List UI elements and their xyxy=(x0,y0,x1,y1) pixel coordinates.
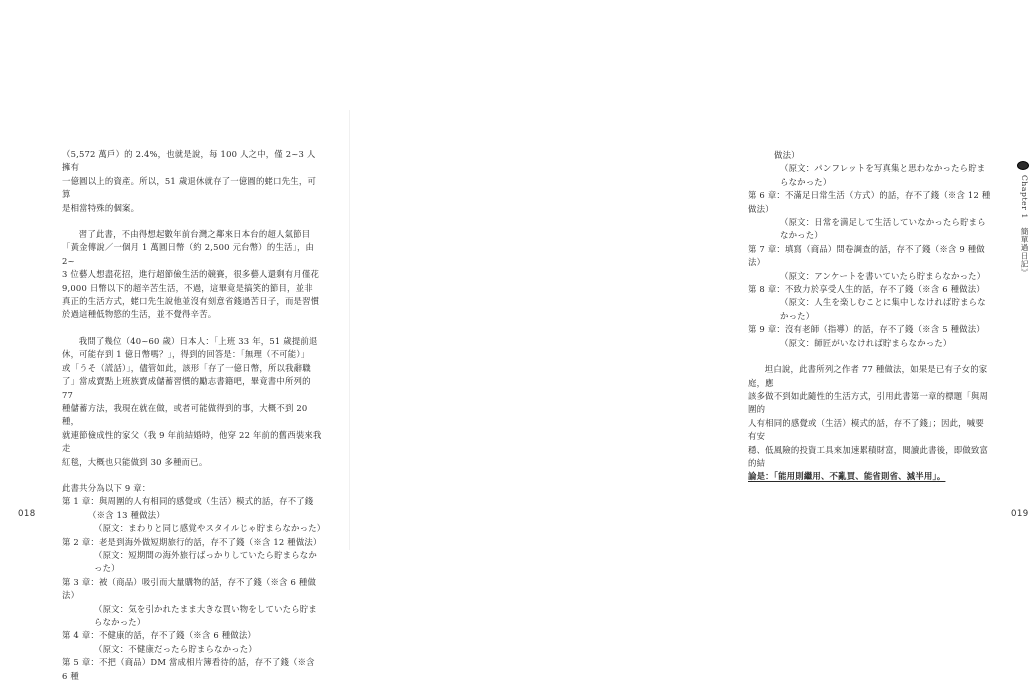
body-line: 真正的生活方式，蛯口先生說他並沒有刻意省錢過苦日子，而是習慣 xyxy=(62,296,320,307)
conclusion-text: 論是：「能用則繼用、不亂買、能省則省、減半用」。 xyxy=(748,471,946,482)
body-line: 9,000 日幣以下的超辛苦生活，不過，這畢竟是搞笑的節目，並非 xyxy=(62,282,313,293)
chapter-list-item: 第 1 章：與周圍的人有相同的感覺或（生活）模式的話，存不了錢 xyxy=(62,496,314,507)
running-head xyxy=(1017,161,1029,281)
body-line: （5,572 萬戶）的 2.4%，也就是說，每 100 人之中，僅 2~3 人擁有 xyxy=(62,149,316,173)
chapter-list-item: 第 8 章：不致力於享受人生的話，存不了錢（※含 6 種做法） xyxy=(748,284,985,295)
body-line: 「黃金傳說／一個月 1 萬圓日幣（約 2,500 元台幣）的生活」，由 2~ xyxy=(62,242,315,266)
body-line: 該多做不到如此隨性的生活方式，引用此書第一章的標題「與周圍的 xyxy=(748,390,989,415)
chapter-list-original: （原文：まわりと同じ感覚やスタイルじゃ貯まらなかった） xyxy=(94,523,326,534)
chapter-list-item: 第 6 章：不滿足日常生活（方式）的話，存不了錢（※含 12 種做法） xyxy=(748,190,991,214)
body-line: 或「うそ（謊話）」，儘管如此，該形「存了一億日幣，所以我辭職 xyxy=(62,362,311,373)
chapter-list-original: （原文：師匠がいなければ貯まらなかった） xyxy=(780,337,952,348)
body-line: 紅毯，大概也只能做到 30 多種而已。 xyxy=(62,456,208,467)
body-line: 於過這種低物慾的生活，並不覺得辛苦。 xyxy=(62,309,217,320)
chapter-list-original: （原文：人生を楽しむことに集中しなければ貯まらなかった） xyxy=(780,297,986,321)
chapter-badge-icon xyxy=(1017,161,1029,170)
chapter-list-original: （原文：日常を満足して生活していなかったら貯まらなかった） xyxy=(780,217,986,241)
body-line: 是相當特殊的個案。 xyxy=(62,202,140,213)
body-line: 一億圓以上的資產。所以，51 歲退休就存了一億圓的蛯口先生，可算 xyxy=(62,175,317,200)
body-line: 了」當成賣點上班族賣成儲蓄習慣的勵志書籍吧，畢竟書中所列的 77 xyxy=(62,376,311,400)
body-line: 種儲蓄方法，我現在就在做，或者可能做得到的事，大概不到 20 種， xyxy=(62,402,308,427)
chapter-list-item: 第 9 章：沒有老師（指導）的話，存不了錢（※含 5 種做法） xyxy=(748,324,985,335)
chapter-list-original: （原文：パンフレットを写真集と思わなかったら貯まらなかった） xyxy=(780,163,986,187)
chapter-list-original: （原文：気を引かれたまま大きな買い物をしていたら貯まらなかった） xyxy=(94,603,317,627)
chapter-list-original: （原文：短期間の海外旅行ばっかりしていたら貯まらなかった） xyxy=(94,549,317,574)
chapter-list-item: 第 5 章：不把（商品）DM 當成相片簿看待的話，存不了錢（※含 6 種 xyxy=(62,657,315,681)
body-line: 3 位藝人想盡花招，進行超節儉生活的競賽，很多藝人還剩有月僅花 xyxy=(62,269,320,280)
body-line: 穩、低風險的投資工具來加速累積財富，閱讀此書後，即做致富的結 xyxy=(748,444,989,468)
body-line: 休，可能存到 1 億日幣嗎？」，得到的回答是：「無理（不可能）」 xyxy=(62,349,310,360)
body-line: 坦白說，此書所列之作者 77 種做法，如果是已有子女的家庭，應 xyxy=(748,364,988,388)
conclusion-line xyxy=(748,470,991,483)
chapter-list-item: 第 7 章：填寫（商品）問卷調查的話，存不了錢（※含 9 種做法） xyxy=(748,243,985,268)
left-page-body xyxy=(62,148,326,683)
chapter-list-note: （※含 13 種做法） xyxy=(88,509,165,520)
body-line: 習了此書，不由得想起數年前台灣之鄰來日本台的超人氣節目 xyxy=(78,229,311,240)
chapter-list-original: （原文：アンケートを書いていたら貯まらなかった） xyxy=(780,270,986,281)
right-page-body xyxy=(748,149,991,484)
chapter-list-heading: 此書共分為以下 9 章： xyxy=(62,482,151,493)
chapter-list-item: 第 2 章：老是到海外做短期旅行的話，存不了錢（※含 12 種做法） xyxy=(62,536,322,547)
page-number-right: 019 xyxy=(1011,509,1029,519)
right-page xyxy=(350,0,1029,648)
body-line: 我問了幾位（40~60 歲）日本人：「上班 33 年，51 歲提前退 xyxy=(78,335,318,346)
chapter-list-item: 第 3 章：被（商品）吸引而大量購物的話，存不了錢（※含 6 種做法） xyxy=(62,576,317,601)
body-line: 人有相同的感覺或（生活）模式的話，存不了錢」；因此，喊要有安 xyxy=(748,417,984,442)
left-page xyxy=(0,0,350,681)
chapter-list-note: 做法） xyxy=(774,150,800,160)
page-number-left: 018 xyxy=(18,509,36,519)
body-line: 就連節儉成性的家父（我 9 年前結婚時，他穿 22 年前的舊西裝來我走 xyxy=(62,429,322,454)
chapter-list-item: 第 4 章：不健康的話，存不了錢（※含 6 種做法） xyxy=(62,630,257,641)
running-head-title: Chapter 1 簡單過日記》 xyxy=(1020,175,1029,277)
chapter-list-original: （原文：不健康だったら貯まらなかった） xyxy=(94,643,257,654)
